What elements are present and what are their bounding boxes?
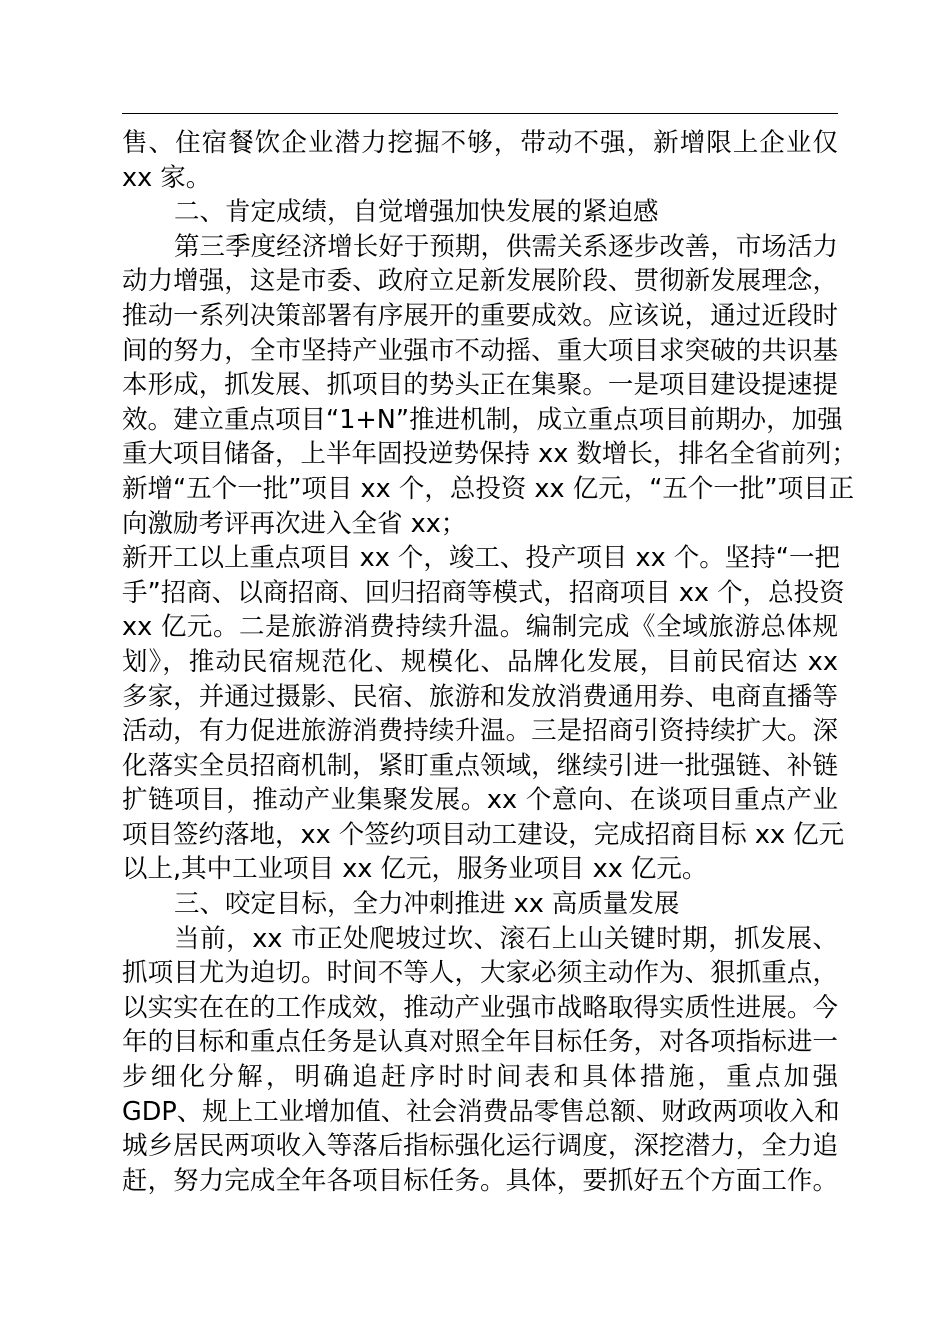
text-line: 项目签约落地，xx 个签约项目动工建设，完成招商目标 xx 亿元 xyxy=(122,819,845,850)
header-rule xyxy=(122,113,838,114)
text-line: 推动一系列决策部署有序展开的重要成效。应该说，通过近段时 xyxy=(122,300,838,331)
text-line: 本形成，抓发展、抓项目的势头正在集聚。一是项目建设提速提 xyxy=(122,370,838,401)
text-line: 赶，努力完成全年各项目标任务。具体，要抓好五个方面工作。 xyxy=(122,1165,838,1196)
text-line: 活动，有力促进旅游消费持续升温。三是招商引资持续扩大。深 xyxy=(122,716,838,747)
text-line: 当前，xx 市正处爬坡过坎、滚石上山关键时期，抓发展、 xyxy=(174,923,838,954)
text-line: 效。建立重点项目“1+N”推进机制，成立重点项目前期办，加强 xyxy=(122,404,843,435)
text-line: 动力增强，这是市委、政府立足新发展阶段、贯彻新发展理念， xyxy=(122,266,838,297)
text-line: 向激励考评再次进入全省 xx； xyxy=(122,508,467,539)
text-line: xx 亿元。二是旅游消费持续升温。编制完成《全域旅游总体规 xyxy=(122,612,838,643)
text-line: xx 家。 xyxy=(122,162,212,193)
text-line: 扩链项目，推动产业集聚发展。xx 个意向、在谈项目重点产业 xyxy=(122,785,838,816)
text-line: 年的目标和重点任务是认真对照全年目标任务，对各项指标进一 xyxy=(122,1027,838,1058)
text-line: 间的努力，全市坚持产业强市不动摇、重大项目求突破的共识基 xyxy=(122,335,838,366)
text-line: 以上,其中工业项目 xx 亿元，服务业项目 xx 亿元。 xyxy=(122,854,708,885)
text-line: 手”招商、以商招商、回归招商等模式，招商项目 xx 个，总投资 xyxy=(122,577,845,608)
text-line: 以实实在在的工作成效，推动产业强市战略取得实质性进展。今 xyxy=(122,992,838,1023)
text-line: 划》，推动民宿规范化、规模化、品牌化发展，目前民宿达 xx xyxy=(122,646,838,677)
text-line: 抓项目尤为迫切。时间不等人，大家必须主动作为、狠抓重点， xyxy=(122,958,838,989)
section-heading: 二、肯定成绩，自觉增强加快发展的紧迫感 xyxy=(174,197,659,228)
text-line: 新增“五个一批”项目 xx 个，总投资 xx 亿元，“五个一批”项目正 xyxy=(122,473,855,504)
text-line: 城乡居民两项收入等落后指标强化运行调度，深挖潜力，全力追 xyxy=(122,1131,838,1162)
text-line: 售、住宿餐饮企业潜力挖掘不够，带动不强，新增限上企业仅 xyxy=(122,128,838,158)
text-line: GDP、规上工业增加值、社会消费品零售总额、财政两项收入和 xyxy=(122,1096,840,1127)
text-line: 重大项目储备，上半年固投逆势保持 xx 数增长，排名全省前列； xyxy=(122,439,857,470)
text-line: 第三季度经济增长好于预期，供需关系逐步改善，市场活力 xyxy=(174,231,838,262)
text-line: 多家，并通过摄影、民宿、旅游和发放消费通用券、电商直播等 xyxy=(122,681,838,712)
text-line: 步细化分解，明确追赶序时时间表和具体措施，重点加强 xyxy=(122,1062,838,1093)
section-heading: 三、咬定目标，全力冲刺推进 xx 高质量发展 xyxy=(174,889,680,920)
document-body xyxy=(122,126,857,1198)
text-line: 化落实全员招商机制，紧盯重点领域，继续引进一批强链、补链 xyxy=(122,750,838,781)
text-line: 新开工以上重点项目 xx 个，竣工、投产项目 xx 个。坚持“一把 xyxy=(122,543,840,574)
